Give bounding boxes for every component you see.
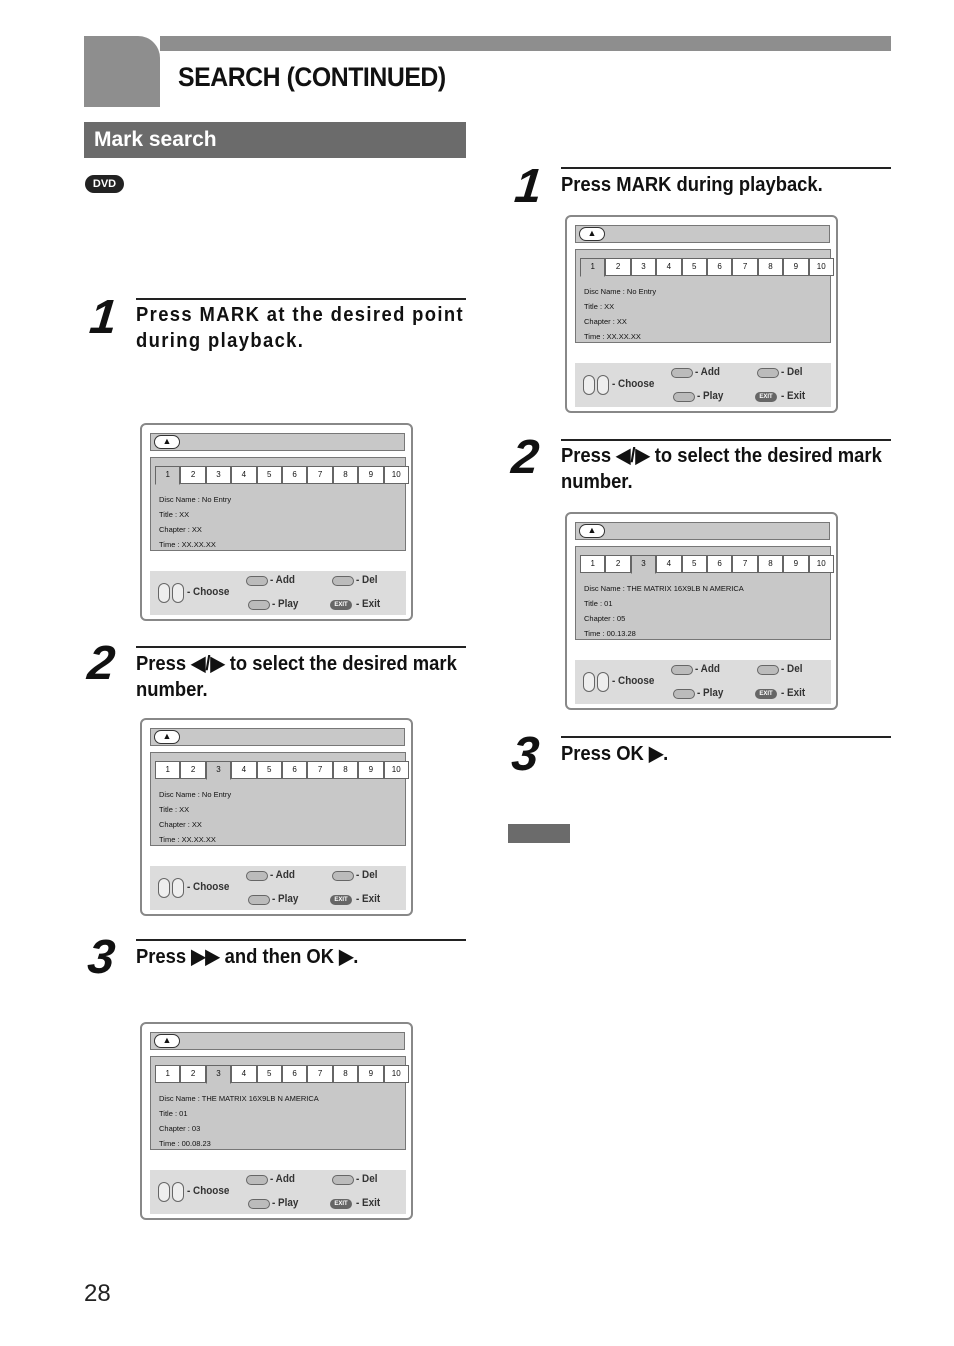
del-button-icon (332, 1175, 354, 1185)
play-label: - Play (697, 687, 724, 699)
mark-tab[interactable]: 9 (783, 258, 808, 276)
disc-icon: ▲ (579, 227, 605, 241)
step-rule (136, 646, 466, 648)
del-button-icon (757, 665, 779, 675)
disc-icon: ▲ (154, 435, 180, 449)
step-instruction: Press ▶▶ and then OK ▶. (136, 946, 359, 968)
step-rule (136, 298, 466, 300)
step-number: 3 (509, 728, 542, 781)
down-arrow-icon (172, 583, 184, 603)
mark-tab[interactable]: 8 (758, 555, 783, 573)
del-label: - Del (781, 366, 803, 378)
exit-button-icon: EXIT (330, 1199, 352, 1209)
del-label: - Del (356, 574, 378, 586)
mark-tab[interactable]: 1 (580, 258, 605, 277)
up-arrow-icon (158, 1182, 170, 1202)
mark-info-panel (150, 457, 406, 551)
screen-legend (150, 1170, 406, 1214)
up-arrow-icon (158, 878, 170, 898)
mark-info-panel (150, 1056, 406, 1150)
choose-label: - Choose (612, 675, 655, 687)
mark-tab[interactable]: 8 (333, 466, 358, 484)
mark-tab[interactable]: 8 (333, 761, 358, 779)
mark-tab[interactable]: 9 (358, 1065, 383, 1083)
chapter-number: Chapter : XX (584, 317, 627, 326)
del-label: - Del (781, 663, 803, 675)
del-button-icon (757, 368, 779, 378)
disc-icon: ▲ (154, 1034, 180, 1048)
mark-search-screen (140, 423, 413, 621)
chapter-number: Chapter : XX (159, 525, 202, 534)
mark-tabs (155, 466, 409, 485)
mark-tab[interactable]: 5 (257, 466, 282, 484)
disc-name: Disc Name : No Entry (159, 495, 232, 504)
exit-button-icon: EXIT (755, 392, 777, 402)
choose-label: - Choose (187, 881, 230, 893)
down-arrow-icon (597, 375, 609, 395)
mark-tab[interactable]: 2 (180, 761, 205, 779)
del-label: - Del (356, 1173, 378, 1185)
disc-icon: ▲ (579, 524, 605, 538)
time-code: Time : 00.08.23 (159, 1139, 211, 1148)
screen-title-bar (575, 225, 830, 243)
up-arrow-icon (583, 672, 595, 692)
mark-tab[interactable]: 8 (333, 1065, 358, 1083)
choose-label: - Choose (612, 378, 655, 390)
section-heading: Mark search (84, 122, 466, 158)
step-number: 3 (85, 931, 118, 984)
title-number: Title : 01 (584, 599, 613, 608)
mark-search-screen (565, 215, 838, 413)
mark-tabs (580, 555, 834, 574)
dvd-badge: DVD (85, 175, 124, 193)
header-bar (160, 36, 891, 51)
mark-tab[interactable]: 5 (682, 258, 707, 276)
exit-label: - Exit (356, 598, 381, 610)
step-number: 2 (85, 637, 118, 690)
mark-tab[interactable]: 4 (656, 258, 681, 276)
down-arrow-icon (172, 878, 184, 898)
screen-legend (575, 660, 831, 704)
exit-label: - Exit (356, 1197, 381, 1209)
mark-tabs (155, 761, 409, 780)
title-number: Title : 01 (159, 1109, 188, 1118)
mark-tab[interactable]: 2 (180, 466, 205, 484)
mark-tab[interactable]: 2 (180, 1065, 205, 1083)
page-title: SEARCH (CONTINUED) (178, 62, 446, 92)
exit-button-icon: EXIT (755, 689, 777, 699)
mark-info-panel (150, 752, 406, 846)
mark-tab[interactable]: 3 (206, 761, 231, 780)
down-arrow-icon (597, 672, 609, 692)
step-instruction: Press ◀/▶ to select the desired mark number. (561, 445, 882, 493)
mark-tab[interactable]: 1 (155, 1065, 180, 1083)
chapter-number: Chapter : 05 (584, 614, 626, 623)
mark-tab[interactable]: 10 (384, 1065, 409, 1083)
mark-tab[interactable]: 10 (384, 761, 409, 779)
disc-name: Disc Name : THE MATRIX 16X9LB N AMERICA (584, 584, 744, 593)
mark-tab[interactable]: 6 (282, 1065, 307, 1083)
mark-tab[interactable]: 6 (282, 761, 307, 779)
del-label: - Del (356, 869, 378, 881)
mark-search-screen (140, 1022, 413, 1220)
mark-info (159, 1091, 319, 1151)
add-label: - Add (695, 366, 720, 378)
mark-tab[interactable]: 3 (206, 1065, 231, 1084)
play-button-icon (248, 600, 270, 610)
mark-tab[interactable]: 4 (231, 466, 256, 484)
mark-info-panel (575, 546, 831, 640)
mark-tab[interactable]: 1 (155, 761, 180, 779)
disc-name: Disc Name : No Entry (159, 790, 232, 799)
step-instruction: Press ◀/▶ to select the desired mark number. (136, 653, 457, 701)
mark-tab[interactable]: 5 (257, 1065, 282, 1083)
screen-legend (150, 866, 406, 910)
add-label: - Add (270, 574, 295, 586)
mark-info (159, 492, 231, 552)
screen-title-bar (150, 728, 405, 746)
add-label: - Add (695, 663, 720, 675)
screen-title-bar (150, 1032, 405, 1050)
down-arrow-icon (172, 1182, 184, 1202)
play-button-icon (248, 895, 270, 905)
exit-label: - Exit (356, 893, 381, 905)
step-number: 1 (512, 160, 545, 213)
mark-tab[interactable]: 3 (631, 555, 656, 574)
mark-tab[interactable]: 9 (783, 555, 808, 573)
time-code: Time : 00.13.28 (584, 629, 636, 638)
screen-legend (575, 363, 831, 407)
note-heading-bar (508, 824, 570, 843)
mark-info (584, 581, 744, 641)
mark-tab[interactable]: 9 (358, 466, 383, 484)
disc-name: Disc Name : No Entry (584, 287, 657, 296)
play-button-icon (248, 1199, 270, 1209)
play-label: - Play (272, 1197, 299, 1209)
chapter-number: Chapter : XX (159, 820, 202, 829)
mark-tab[interactable]: 10 (384, 466, 409, 484)
page-number: 28 (84, 1280, 111, 1307)
exit-label: - Exit (781, 390, 806, 402)
up-arrow-icon (158, 583, 170, 603)
add-button-icon (246, 871, 268, 881)
play-button-icon (673, 689, 695, 699)
time-code: Time : XX.XX.XX (159, 835, 216, 844)
mark-search-screen (140, 718, 413, 916)
mark-tab[interactable]: 4 (656, 555, 681, 573)
play-label: - Play (272, 598, 299, 610)
mark-tab[interactable]: 7 (307, 761, 332, 779)
disc-name: Disc Name : THE MATRIX 16X9LB N AMERICA (159, 1094, 319, 1103)
add-label: - Add (270, 1173, 295, 1185)
mark-tab[interactable]: 3 (206, 466, 231, 484)
up-arrow-icon (583, 375, 595, 395)
chapter-number: Chapter : 03 (159, 1124, 201, 1133)
time-code: Time : XX.XX.XX (584, 332, 641, 341)
mark-tab[interactable]: 1 (155, 466, 180, 485)
exit-label: - Exit (781, 687, 806, 699)
screen-title-bar (150, 433, 405, 451)
mark-tab[interactable]: 4 (231, 1065, 256, 1083)
add-button-icon (246, 1175, 268, 1185)
time-code: Time : XX.XX.XX (159, 540, 216, 549)
mark-tab[interactable]: 6 (707, 555, 732, 573)
play-label: - Play (272, 893, 299, 905)
mark-tab[interactable]: 8 (758, 258, 783, 276)
mark-tab[interactable]: 6 (707, 258, 732, 276)
del-button-icon (332, 871, 354, 881)
exit-button-icon: EXIT (330, 895, 352, 905)
mark-tab[interactable]: 5 (257, 761, 282, 779)
add-button-icon (671, 368, 693, 378)
step-rule (136, 939, 466, 941)
mark-tab[interactable]: 3 (631, 258, 656, 276)
mark-tab[interactable]: 10 (809, 258, 834, 276)
mark-tab[interactable]: 6 (282, 466, 307, 484)
del-button-icon (332, 576, 354, 586)
mark-tab[interactable]: 10 (809, 555, 834, 573)
mark-info-panel (575, 249, 831, 343)
mark-tabs (155, 1065, 409, 1084)
header-tab (84, 36, 160, 107)
step-instruction: Press MARK at the desired point during playback. (136, 304, 465, 352)
mark-tab[interactable]: 5 (682, 555, 707, 573)
mark-info (584, 284, 656, 344)
mark-tab[interactable]: 2 (605, 258, 630, 276)
mark-tab[interactable]: 7 (307, 466, 332, 484)
step-number: 2 (509, 431, 542, 484)
play-label: - Play (697, 390, 724, 402)
mark-tab[interactable]: 9 (358, 761, 383, 779)
mark-tabs (580, 258, 834, 277)
title-number: Title : XX (159, 510, 190, 519)
mark-info (159, 787, 231, 847)
step-rule (561, 439, 891, 441)
step-instruction: Press MARK during playback. (561, 174, 823, 196)
add-label: - Add (270, 869, 295, 881)
screen-legend (150, 571, 406, 615)
mark-tab[interactable]: 4 (231, 761, 256, 779)
step-number: 1 (87, 291, 120, 344)
title-number: Title : XX (584, 302, 615, 311)
mark-tab[interactable]: 7 (732, 258, 757, 276)
screen-title-bar (575, 522, 830, 540)
choose-label: - Choose (187, 586, 230, 598)
mark-tab[interactable]: 1 (580, 555, 605, 573)
mark-search-screen (565, 512, 838, 710)
mark-tab[interactable]: 2 (605, 555, 630, 573)
disc-icon: ▲ (154, 730, 180, 744)
step-rule (561, 167, 891, 169)
add-button-icon (671, 665, 693, 675)
play-button-icon (673, 392, 695, 402)
choose-label: - Choose (187, 1185, 230, 1197)
add-button-icon (246, 576, 268, 586)
title-number: Title : XX (159, 805, 190, 814)
mark-tab[interactable]: 7 (732, 555, 757, 573)
exit-button-icon: EXIT (330, 600, 352, 610)
step-instruction: Press OK ▶. (561, 743, 669, 765)
step-rule (561, 736, 891, 738)
mark-tab[interactable]: 7 (307, 1065, 332, 1083)
